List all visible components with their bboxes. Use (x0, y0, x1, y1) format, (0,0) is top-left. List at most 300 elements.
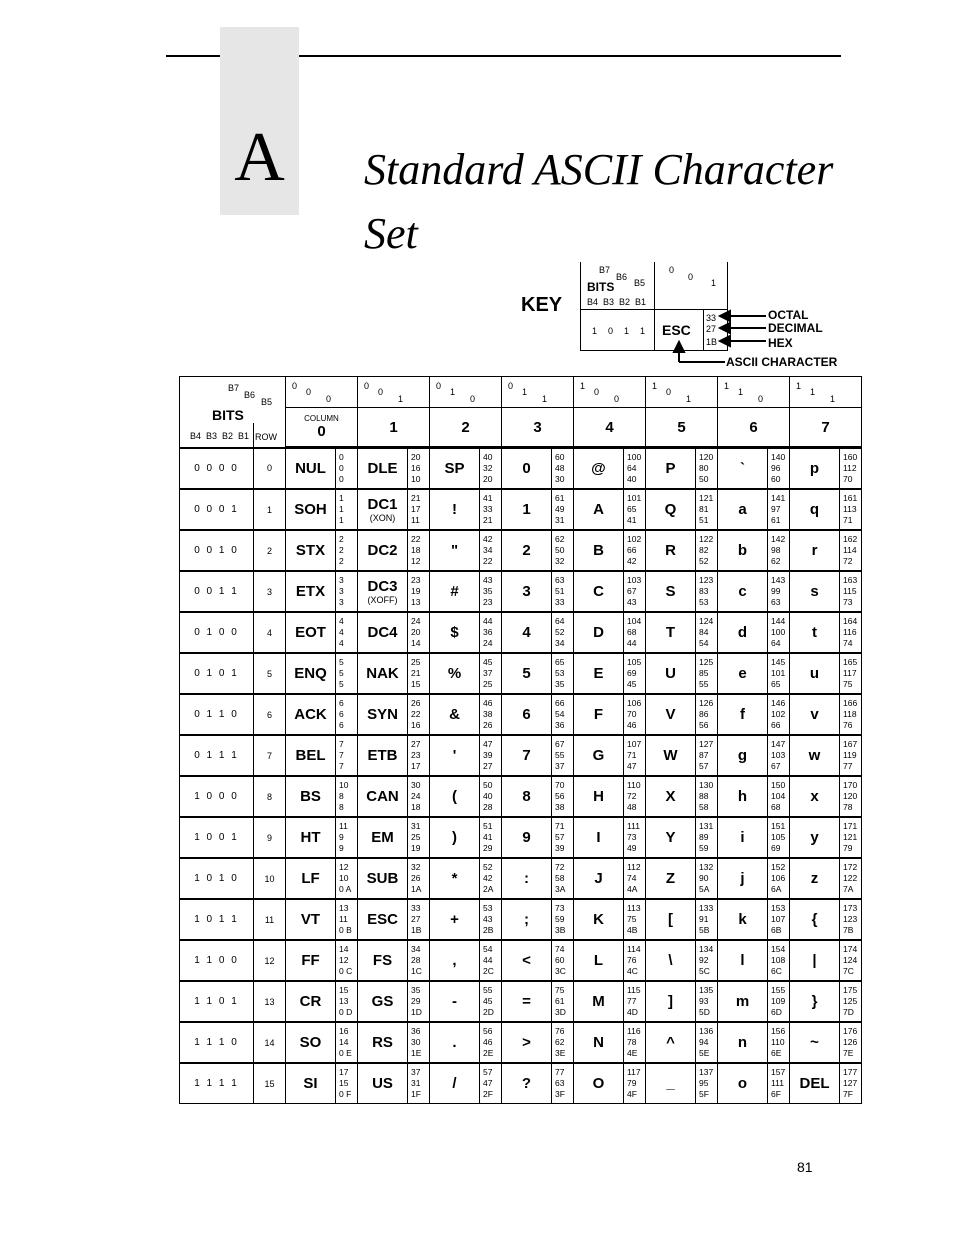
code-values (768, 735, 790, 776)
hex-value: 63 (771, 597, 781, 607)
code-values (624, 899, 646, 940)
code-values (552, 448, 574, 490)
ascii-char-cell (430, 981, 480, 1022)
decimal-value: 84 (699, 627, 709, 637)
decimal-value: 16 (411, 463, 421, 473)
code-values (696, 981, 718, 1022)
octal-value: 14 (339, 944, 349, 954)
octal-value: 51 (483, 821, 493, 831)
code-values (552, 1022, 574, 1063)
ascii-char-cell (358, 571, 408, 612)
ascii-char: BEL (295, 747, 326, 764)
code-values (480, 899, 502, 940)
hex-value: 7B (843, 925, 854, 935)
decimal-value: 85 (699, 668, 709, 678)
ascii-char: " (450, 542, 459, 559)
ascii-char: y (810, 829, 819, 846)
octal-value: 100 (627, 452, 642, 462)
ascii-char: s (810, 583, 819, 600)
decimal-value: 124 (843, 955, 858, 965)
bits-label: BITS (212, 407, 244, 423)
ascii-char-cell (286, 940, 336, 981)
decimal-value: 12 (339, 955, 349, 965)
ascii-char: o (737, 1075, 748, 1092)
hex-value: 51 (699, 515, 709, 525)
code-values (768, 694, 790, 735)
decimal-value: 104 (771, 791, 786, 801)
code-values (552, 899, 574, 940)
column-bits-6 (718, 377, 790, 408)
decimal-value: 82 (699, 545, 709, 555)
ascii-char: DEL (799, 1075, 830, 1092)
decimal-value: 98 (771, 545, 781, 555)
code-values (408, 530, 430, 571)
ascii-char-cell (358, 1063, 408, 1104)
code-values (696, 1063, 718, 1104)
decimal-value: 65 (627, 504, 637, 514)
decimal-value: 67 (627, 586, 637, 596)
hex-value: 6B (771, 925, 782, 935)
hex-value: 52 (699, 556, 709, 566)
hex-value: 77 (843, 761, 853, 771)
decimal-value: 87 (699, 750, 709, 760)
ascii-char-cell (790, 776, 840, 817)
octal-value: 67 (555, 739, 565, 749)
octal-value: 145 (771, 657, 786, 667)
table-row (180, 694, 862, 735)
code-values (408, 1022, 430, 1063)
ascii-char: SYN (367, 706, 398, 723)
decimal-value: 23 (411, 750, 421, 760)
octal-value: 123 (699, 575, 714, 585)
column-bit: 0 (306, 387, 312, 397)
row-number: 13 (254, 981, 286, 1022)
code-values (696, 653, 718, 694)
hex-value: 2E (483, 1048, 494, 1058)
octal-value: 154 (771, 944, 786, 954)
octal-value: 46 (483, 698, 493, 708)
octal-value: 13 (339, 903, 349, 913)
ascii-char-cell (430, 776, 480, 817)
ascii-char-cell (430, 694, 480, 735)
octal-value: 32 (411, 862, 421, 872)
ascii-char: EM (371, 829, 394, 846)
ascii-char-cell (430, 489, 480, 530)
hex-value: 25 (483, 679, 493, 689)
decimal-value: 78 (627, 1037, 637, 1047)
octal-value: 57 (483, 1067, 493, 1077)
octal-value: 20 (411, 452, 421, 462)
column-number (790, 408, 862, 448)
column-number-text: 0 (317, 423, 326, 440)
code-values (624, 530, 646, 571)
ascii-char-cell (358, 940, 408, 981)
decimal-value: 27 (411, 914, 421, 924)
row-bits: 0 1 1 1 (180, 735, 254, 776)
ascii-char: O (592, 1075, 605, 1092)
code-values (768, 448, 790, 490)
octal-value: 31 (411, 821, 421, 831)
octal-value: 65 (555, 657, 565, 667)
octal-value: 125 (699, 657, 714, 667)
code-values (624, 981, 646, 1022)
ascii-char-cell (790, 571, 840, 612)
ascii-char: P (665, 460, 676, 477)
ascii-char: H (593, 788, 604, 805)
ascii-char: Z (665, 870, 676, 887)
ascii-char: VT (300, 911, 321, 928)
code-values (552, 571, 574, 612)
decimal-value: 95 (699, 1078, 709, 1088)
row-number: 14 (254, 1022, 286, 1063)
code-values (840, 448, 862, 490)
ascii-char: w (808, 747, 821, 764)
hex-value: 56 (699, 720, 709, 730)
row-bits: 0 0 1 1 (180, 571, 254, 612)
ascii-char: ~ (810, 1034, 819, 1051)
ascii-char-cell (718, 981, 768, 1022)
code-values (336, 776, 358, 817)
ascii-char: A (593, 501, 604, 518)
column-number (286, 408, 358, 448)
hex-value: 60 (771, 474, 781, 484)
ascii-char: z (810, 870, 819, 887)
top-rule-right (299, 55, 841, 57)
code-values (696, 858, 718, 899)
hex-value: 3B (555, 925, 566, 935)
code-values (768, 612, 790, 653)
octal-value: 152 (771, 862, 786, 872)
octal-value: 0 (339, 452, 344, 462)
decimal-value: 64 (627, 463, 637, 473)
key-b7: B7 (599, 265, 611, 275)
decimal-value: 113 (843, 504, 857, 514)
code-values (552, 694, 574, 735)
key-ascii-label: ASCII CHARACTER (726, 355, 838, 369)
ascii-char: 5 (522, 665, 531, 682)
hex-value: 48 (627, 802, 637, 812)
octal-value: 52 (483, 862, 493, 872)
row-bits: 1 0 1 1 (180, 899, 254, 940)
octal-value: 144 (771, 616, 786, 626)
ascii-char: ^ (666, 1034, 675, 1051)
column-number-text: 1 (389, 418, 398, 436)
table-row (180, 735, 862, 776)
column-number (646, 408, 718, 448)
column-bit: 1 (450, 387, 456, 397)
ascii-char: k (738, 911, 747, 928)
ascii-char: v (810, 706, 819, 723)
ascii-char-cell (286, 899, 336, 940)
ascii-char: SI (303, 1075, 318, 1092)
decimal-value: 54 (555, 709, 565, 719)
ascii-char: # (450, 583, 459, 600)
hex-value: 4B (627, 925, 638, 935)
hex-value: 26 (483, 720, 493, 730)
key-b4b1: B4 B3 B2 B1 (587, 297, 647, 307)
decimal-value: 44 (483, 955, 493, 965)
table-row (180, 653, 862, 694)
code-values (336, 735, 358, 776)
hex-value: 76 (843, 720, 853, 730)
column-bit: 0 (470, 394, 476, 404)
octal-value: 174 (843, 944, 858, 954)
ascii-char: 2 (522, 542, 531, 559)
code-values (408, 1063, 430, 1104)
decimal-value: 33 (483, 504, 493, 514)
ascii-char: ACK (294, 706, 327, 723)
code-values (624, 1022, 646, 1063)
ascii-char-cell (502, 940, 552, 981)
hex-value: 57 (699, 761, 709, 771)
ascii-char-cell (430, 899, 480, 940)
octal-value: 120 (699, 452, 714, 462)
ascii-char: C (593, 583, 604, 600)
decimal-value: 38 (483, 709, 493, 719)
ascii-char-cell (646, 899, 696, 940)
code-values (552, 489, 574, 530)
ascii-char-cell (430, 940, 480, 981)
key-hex: 1B (706, 337, 718, 347)
octal-value: 151 (771, 821, 786, 831)
key-col-bit: 0 (688, 272, 694, 282)
code-values (480, 612, 502, 653)
ascii-char-cell (574, 1022, 624, 1063)
decimal-value: 31 (411, 1078, 421, 1088)
ascii-char-cell (286, 981, 336, 1022)
ascii-char-cell (358, 776, 408, 817)
octal-value: 147 (771, 739, 786, 749)
row-bits: 0 1 1 0 (180, 694, 254, 735)
octal-value: 160 (843, 452, 858, 462)
octal-value: 3 (339, 575, 344, 585)
decimal-value: 59 (555, 914, 565, 924)
ascii-char: BS (300, 788, 321, 805)
decimal-value: 37 (483, 668, 493, 678)
column-number-text: 4 (605, 418, 614, 436)
column-bit: 1 (542, 394, 548, 404)
ascii-char-cell (358, 817, 408, 858)
key-decimal-label: DECIMAL (768, 321, 823, 335)
column-number (718, 408, 790, 448)
octal-value: 43 (483, 575, 493, 585)
code-values (408, 694, 430, 735)
code-values (768, 653, 790, 694)
ascii-char: B (593, 542, 604, 559)
ascii-char-cell (430, 530, 480, 571)
hex-value: 20 (483, 474, 493, 484)
ascii-char: 0 (522, 460, 531, 477)
code-values (696, 530, 718, 571)
hex-value: 0 B (339, 925, 352, 935)
decimal-value: 9 (339, 832, 344, 842)
column-bits-3 (502, 377, 574, 408)
hex-value: 0 F (339, 1089, 352, 1099)
column-bit: 1 (580, 381, 586, 391)
code-values (840, 612, 862, 653)
ascii-char: SP (444, 460, 465, 477)
key-b6: B6 (616, 272, 628, 282)
octal-value: 130 (699, 780, 714, 790)
hex-value: 4D (627, 1007, 638, 1017)
ascii-char: U (665, 665, 676, 682)
hex-value: 3F (555, 1089, 565, 1099)
octal-value: 161 (843, 493, 858, 503)
decimal-value: 5 (339, 668, 344, 678)
code-values (624, 776, 646, 817)
ascii-char: ENQ (294, 665, 327, 682)
ascii-char-cell (718, 817, 768, 858)
ascii-char: ETB (367, 747, 398, 764)
ascii-char: R (665, 542, 676, 559)
hex-value: 73 (843, 597, 853, 607)
decimal-value: 19 (411, 586, 421, 596)
ascii-char: CR (299, 993, 322, 1010)
row-number: 8 (254, 776, 286, 817)
hex-value: 11 (411, 515, 420, 525)
ascii-char: , (452, 952, 457, 969)
hex-value: 62 (771, 556, 781, 566)
decimal-value: 115 (843, 586, 857, 596)
ascii-char-cell (574, 612, 624, 653)
hex-value: 2B (483, 925, 494, 935)
key-row-bits: 1 0 1 1 (592, 326, 648, 336)
row-number: 4 (254, 612, 286, 653)
ascii-char: G (592, 747, 605, 764)
decimal-value: 29 (411, 996, 421, 1006)
ascii-char-cell (790, 694, 840, 735)
octal-value: 127 (699, 739, 714, 749)
bits-header (180, 377, 286, 448)
octal-value: 54 (483, 944, 493, 954)
column-number (430, 408, 502, 448)
ascii-char-cell (358, 448, 408, 490)
decimal-value: 99 (771, 586, 781, 596)
decimal-value: 60 (555, 955, 565, 965)
code-values (408, 489, 430, 530)
hex-value: 16 (411, 720, 421, 730)
table-row (180, 940, 862, 981)
decimal-value: 7 (339, 750, 344, 760)
hex-value: 29 (483, 843, 493, 853)
octal-value: 76 (555, 1026, 565, 1036)
decimal-value: 102 (771, 709, 786, 719)
hex-value: 6C (771, 966, 782, 976)
ascii-char-cell (430, 1063, 480, 1104)
ascii-char: RS (372, 1034, 393, 1051)
octal-value: 102 (627, 534, 642, 544)
ascii-char: ; (524, 911, 529, 928)
octal-value: 113 (627, 903, 641, 913)
hex-value: 7 (339, 761, 344, 771)
octal-value: 30 (411, 780, 421, 790)
code-values (480, 817, 502, 858)
ascii-char: 6 (522, 706, 531, 723)
code-values (552, 776, 574, 817)
decimal-value: 74 (627, 873, 637, 883)
ascii-char-cell (718, 1022, 768, 1063)
column-bits-2 (430, 377, 502, 408)
key-char: ESC (662, 322, 691, 338)
column-bit: 0 (508, 381, 514, 391)
ascii-char: b (737, 542, 748, 559)
octal-value: 36 (411, 1026, 421, 1036)
ascii-char: t (812, 624, 817, 641)
column-number (502, 408, 574, 448)
octal-value: 35 (411, 985, 421, 995)
decimal-value: 83 (699, 586, 709, 596)
octal-value: 157 (771, 1067, 786, 1077)
hex-value: 38 (555, 802, 565, 812)
ascii-char: c (738, 583, 747, 600)
ascii-char-cell (646, 530, 696, 571)
decimal-value: 97 (771, 504, 781, 514)
column-bit: 1 (810, 387, 816, 397)
column-number-text: 3 (533, 418, 542, 436)
ascii-char-cell (502, 612, 552, 653)
hex-value: 7F (843, 1089, 853, 1099)
code-values (696, 489, 718, 530)
column-bit: 0 (758, 394, 764, 404)
hex-value: 3A (555, 884, 566, 894)
decimal-value: 15 (339, 1078, 349, 1088)
ascii-char-cell (574, 571, 624, 612)
hex-value: 12 (411, 556, 421, 566)
decimal-value: 100 (771, 627, 786, 637)
code-values (624, 940, 646, 981)
decimal-value: 62 (555, 1037, 565, 1047)
ascii-char-cell (646, 817, 696, 858)
decimal-value: 90 (699, 873, 709, 883)
octal-value: 63 (555, 575, 565, 585)
row-bits: 1 1 0 0 (180, 940, 254, 981)
ascii-char: > (522, 1034, 531, 1051)
decimal-value: 14 (339, 1037, 349, 1047)
ascii-char-cell (646, 981, 696, 1022)
ascii-char-cell (358, 858, 408, 899)
octal-value: 105 (627, 657, 642, 667)
decimal-value: 116 (843, 627, 857, 637)
table-row (180, 817, 862, 858)
code-values (552, 612, 574, 653)
ascii-char-note: (XON) (369, 513, 396, 523)
hex-value: 37 (555, 761, 565, 771)
octal-value: 61 (555, 493, 565, 503)
octal-value: 126 (699, 698, 714, 708)
octal-value: 77 (555, 1067, 565, 1077)
code-values (840, 940, 862, 981)
ascii-char: 9 (522, 829, 531, 846)
decimal-value: 55 (555, 750, 565, 760)
decimal-value: 34 (483, 545, 493, 555)
row-number: 11 (254, 899, 286, 940)
code-values (840, 735, 862, 776)
code-values (480, 571, 502, 612)
decimal-value: 109 (771, 996, 786, 1006)
ascii-char-cell (286, 1063, 336, 1104)
octal-value: 16 (339, 1026, 349, 1036)
hex-value: 1E (411, 1048, 422, 1058)
code-values (408, 612, 430, 653)
octal-value: 17 (339, 1067, 349, 1077)
code-values (336, 817, 358, 858)
code-values (408, 735, 430, 776)
code-values (552, 981, 574, 1022)
hex-value: 8 (339, 802, 344, 812)
column-number-text: 6 (749, 418, 758, 436)
key-col-bit: 1 (711, 278, 717, 288)
ascii-char: US (372, 1075, 393, 1092)
